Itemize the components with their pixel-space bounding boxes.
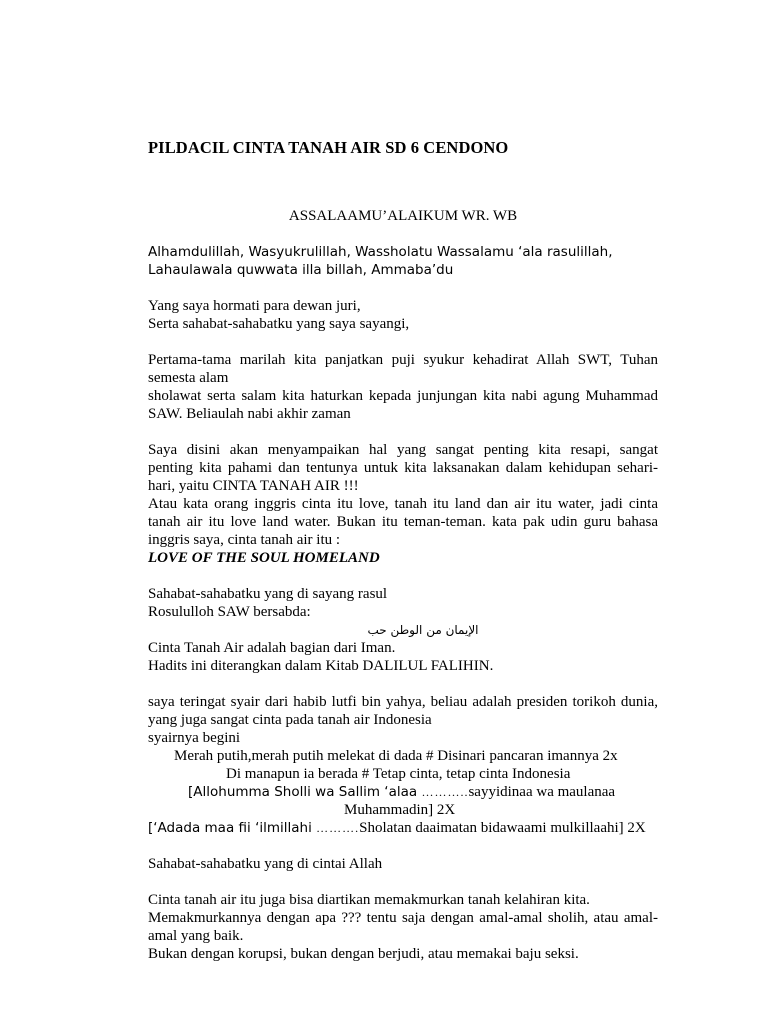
poem-verse [148, 783, 658, 801]
poem-verse: Merah putih,merah putih melekat di dada # Disinari pancaran imannya 2x [174, 748, 618, 764]
poem-line: saya teringat syair dari habib lutfi bin yahya, beliau adalah presiden torikoh dunia, [148, 694, 658, 710]
closing-line: amal yang baik. [148, 928, 244, 944]
poem-verse [148, 819, 658, 837]
poem-verse-part: Sholatan daaimatan bidawaami mulkillaahi] 2X [359, 820, 646, 836]
respect-line: Serta sahabat-sahabatku yang saya sayangi, [148, 316, 410, 332]
poem-verse: Muhammadin] 2X [344, 802, 456, 818]
poem-verse-part: sayyidinaa wa maulanaa [468, 784, 616, 800]
hadith-paragraph [148, 585, 658, 675]
intro-emphasis: LOVE OF THE SOUL HOMELAND [148, 550, 380, 566]
gratitude-line: semesta alam [148, 370, 229, 386]
gratitude-line: SAW. Beliaulah nabi akhir zaman [148, 406, 351, 422]
intro-line: inggris saya, cinta tanah air itu : [148, 532, 341, 548]
hadith-line: Hadits ini diterangkan dalam Kitab DALILUL FALIHIN. [148, 658, 494, 674]
intro-line: Atau kata orang inggris cinta itu love, tanah itu land dan air itu water, jadi cinta [148, 496, 658, 512]
respect-line: Yang saya hormati para dewan juri, [148, 298, 361, 314]
poem-verse-part: [Allohumma Sholli wa Sallim ‘alaa [188, 784, 422, 800]
closing-line: Sahabat-sahabatku yang di cintai Allah [148, 856, 383, 872]
greeting-paragraph [148, 207, 658, 225]
closing-line: Memakmurkannya dengan apa ??? tentu saja dengan amal-amal sholih, atau amal- [148, 910, 658, 926]
respect-paragraph [148, 297, 658, 333]
hadith-line: Sahabat-sahabatku yang di sayang rasul [148, 586, 388, 602]
opening-paragraph [148, 243, 658, 279]
address-paragraph [148, 855, 658, 873]
gratitude-paragraph [148, 351, 658, 423]
opening-line: Lahaulawala quwwata illa billah, Ammaba’du [148, 262, 454, 278]
closing-line: Cinta tanah air itu juga bisa diartikan memakmurkan tanah kelahiran kita. [148, 892, 590, 908]
gratitude-line: Pertama-tama marilah kita panjatkan puji syukur kehadirat Allah SWT, Tuhan [148, 352, 658, 368]
closing-line: Bukan dengan korupsi, bukan dengan berjudi, atau memakai baju seksi. [148, 946, 579, 962]
poem-verse-part: [‘Adada maa fii ‘ilmillahi [148, 820, 317, 836]
intro-line: tanah air itu love land water. Bukan itu teman-teman. kata pak udin guru bahasa [148, 514, 658, 530]
poem-verse-dots: ………. [316, 821, 360, 835]
gratitude-line: sholawat serta salam kita haturkan kepada junjungan kita nabi agung Muhammad [148, 388, 658, 404]
intro-line: penting kita pahami dan tentunya untuk kita laksanakan dalam kehidupan sehari- [148, 460, 658, 476]
hadith-line: Rosululloh SAW bersabda: [148, 604, 311, 620]
poem-verse: Di manapun ia berada # Tetap cinta, tetap cinta Indonesia [226, 766, 571, 782]
intro-paragraph [148, 441, 658, 567]
poem-line: yang juga sangat cinta pada tanah air Indonesia [148, 712, 432, 728]
poem-verse-dots: ……….. [421, 785, 469, 799]
hadith-arabic-text: الإيمان من الوطن حب [367, 623, 479, 637]
poem-line: syairnya begini [148, 730, 241, 746]
closing-paragraph [148, 891, 658, 963]
document-title: PILDACIL CINTA TANAH AIR SD 6 CENDONO [148, 138, 509, 157]
hadith-line: Cinta Tanah Air adalah bagian dari Iman. [148, 640, 396, 656]
poem-paragraph [148, 693, 658, 837]
greeting: ASSALAAMU’ALAIKUM WR. WB [288, 208, 518, 224]
opening-line: Alhamdulillah, Wasyukrulillah, Wassholatu Wassalamu ‘ala rasulillah, [148, 244, 613, 260]
speech-body [148, 207, 658, 963]
intro-line: Saya disini akan menyampaikan hal yang sangat penting kita resapi, sangat [148, 442, 658, 458]
intro-line: hari, yaitu CINTA TANAH AIR !!! [148, 478, 359, 494]
